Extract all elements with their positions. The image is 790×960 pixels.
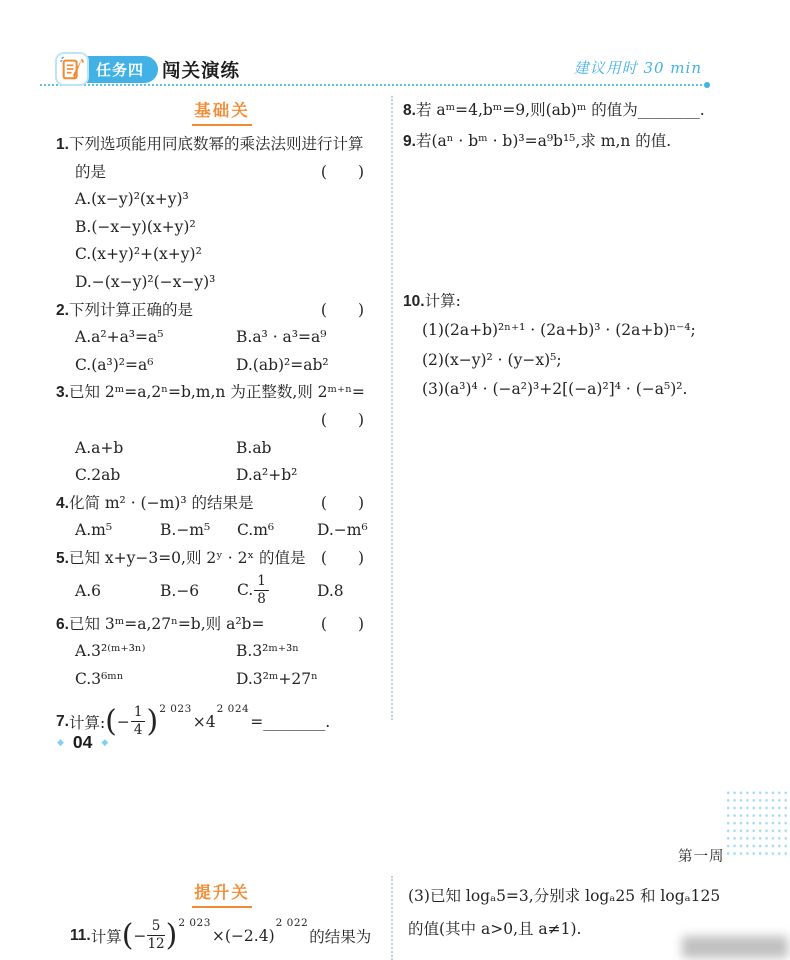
option-c: C.(a³)²=a⁶ [75, 355, 154, 374]
problem-2 [56, 297, 388, 380]
left-paren: ( [105, 704, 117, 740]
option-d: D.−m⁶ [317, 521, 368, 540]
times-term: ×(−2.4) [211, 927, 275, 945]
sub-item-3: (3)(a³)⁴ · (−a²)³+2[(−a)²]⁴ · (−a⁵)². [422, 380, 688, 398]
option-d: D.−(x−y)²(−x−y)³ [75, 272, 216, 291]
answer-bracket: ( ) [320, 548, 364, 567]
problem-1 [56, 131, 388, 297]
diamond-icon: ◆ [101, 737, 109, 748]
problem-number: 11. [70, 927, 91, 944]
problem-3 [56, 379, 388, 489]
right-paren: ) [146, 704, 159, 740]
task-badge-label: 任务四 [96, 62, 145, 79]
notebook-pencil-icon [59, 56, 85, 82]
option-a: A.(x−y)²(x+y)³ [75, 190, 189, 209]
problem-number: 5. [56, 549, 69, 567]
option-a: A.6 [75, 581, 101, 600]
answer-bracket: ( ) [320, 162, 364, 181]
problem-10 [403, 287, 753, 405]
right-paren: ) [165, 918, 178, 953]
page-number [57, 732, 108, 753]
problem-number: 7. [56, 713, 69, 731]
exponent: 2 024 [216, 703, 250, 716]
answer-bracket: ( ) [320, 410, 364, 429]
problem-stem: 若 aᵐ=4,bᵐ=9,则(ab)ᵐ 的值为________. [415, 101, 705, 119]
fraction: $\frac{1}{4}$ [131, 705, 146, 737]
times-term: ×4 [192, 713, 216, 732]
fraction: $\frac{1}{8}$ [254, 574, 269, 606]
option-d: D.8 [317, 581, 344, 600]
exponent: 2 022 [275, 917, 309, 929]
option-c: C.2ab [75, 466, 121, 485]
option-a: A.m⁵ [75, 521, 113, 540]
problem-stem: 计算: [68, 714, 106, 733]
problem-stem: 计算 [90, 928, 122, 946]
period: . [325, 713, 331, 732]
problem-number: 10. [403, 293, 425, 310]
problem-stem: 计算: [424, 292, 461, 310]
section-advanced-label: 提升关 [192, 879, 252, 908]
option-b: B.−6 [160, 581, 200, 600]
problem-number: 9. [403, 133, 416, 150]
answer-blank: ________ [263, 713, 326, 732]
problem-9 [403, 126, 753, 157]
dot-grid-decoration [725, 789, 789, 857]
fraction: $\frac{5}{12}$ [147, 917, 165, 952]
problem-stem: 若(aⁿ · bᵐ · b)³=a⁹b¹⁵,求 m,n 的值. [415, 132, 672, 150]
answer-bracket: ( ) [320, 493, 364, 512]
problem-number: 2. [56, 301, 69, 319]
problem-8 [403, 95, 753, 126]
problem-number: 8. [403, 102, 416, 119]
problem-5 [56, 545, 388, 611]
week-label: 第一周 [678, 849, 725, 865]
option-d: D.(ab)²=ab² [236, 355, 329, 374]
diamond-icon: ◆ [57, 737, 64, 748]
problem-stem: 下列选项能用同底数幂的乘法法则进行计算 [68, 135, 364, 153]
problem-suffix: 的结果为 [309, 928, 372, 946]
option-a: A.3²⁽ᵐ⁺³ⁿ⁾ [75, 642, 146, 661]
option-c: C.(x+y)²+(x+y)² [75, 245, 202, 264]
left-column [56, 95, 388, 745]
page-title: 闯关演练 [162, 60, 241, 81]
option-b: B.(−x−y)(x+y)² [75, 217, 196, 236]
problem-stem: 化简 m² · (−m)³ 的结果是 [68, 493, 254, 512]
right-column [403, 95, 753, 405]
equals-sign: = [250, 713, 264, 732]
problem-number: 4. [56, 494, 69, 512]
problem-stem: 已知 x+y−3=0,则 2ʸ · 2ˣ 的值是 [68, 548, 306, 567]
option-b: B.a³ · a³=a⁹ [236, 328, 327, 347]
sub-item-2: (2)(x−y)² · (y−x)⁵; [422, 350, 562, 369]
exponent: 2 023 [178, 917, 211, 929]
exponent: 2 023 [159, 703, 192, 716]
minus-sign: − [133, 927, 147, 945]
sub-item-1: (1)(2a+b)²ⁿ⁺¹ · (2a+b)³ · (2a+b)ⁿ⁻⁴; [422, 321, 696, 339]
minus-sign: − [116, 713, 130, 732]
option-d: D.a²+b² [236, 466, 298, 485]
answer-bracket: ( ) [320, 300, 364, 319]
problem-11 [56, 913, 388, 959]
header-dotted-rule [40, 84, 702, 86]
blurred-watermark [682, 936, 788, 958]
page-number-value: 04 [72, 732, 93, 752]
section-basic [56, 95, 388, 131]
left-paren: ( [121, 918, 134, 953]
option-b: B.ab [236, 438, 272, 457]
option-b: B.3²ᵐ⁺³ⁿ [236, 642, 299, 661]
problem-number: 1. [56, 136, 69, 153]
answer-bracket: ( ) [320, 614, 364, 633]
problem-number: 6. [56, 615, 69, 633]
option-a: A.a+b [75, 438, 124, 457]
section-basic-label: 基础关 [192, 97, 252, 126]
option-c: C.m⁶ [237, 521, 275, 540]
task-badge [80, 56, 158, 83]
problem-stem: 已知 3ᵐ=a,27ⁿ=b,则 a²b= [68, 614, 265, 633]
option-c: C.3⁶ᵐⁿ [75, 669, 124, 688]
task-icon-box [55, 52, 89, 86]
option-b: B.−m⁵ [160, 521, 211, 540]
bottom-left-column [56, 877, 388, 959]
problem-6 [56, 611, 388, 694]
option-a: A.a²+a³=a⁵ [75, 328, 164, 347]
problem-stem: 已知 2ᵐ=a,2ⁿ=b,m,n 为正整数,则 2ᵐ⁺ⁿ= [68, 383, 365, 402]
problem-number: 3. [56, 384, 69, 402]
option-c: C. $\frac{1}{8}$ [237, 575, 317, 607]
sub-item-3-line1: (3)已知 logₐ5=3,分别求 logₐ25 和 logₐ125 [408, 887, 721, 905]
problem-stem: 下列计算正确的是 [68, 300, 193, 319]
option-d: D.3²ᵐ+27ⁿ [236, 669, 318, 688]
sub-item-3-line2: 的值(其中 a>0,且 a≠1). [408, 920, 582, 938]
column-divider-bottom [391, 876, 393, 960]
problem-stem-cont: 的是 [75, 162, 107, 181]
problem-4 [56, 490, 388, 545]
section-advanced [56, 877, 388, 913]
suggested-time-note: 建议用时 30 min [573, 59, 702, 77]
column-divider-top [391, 96, 393, 720]
